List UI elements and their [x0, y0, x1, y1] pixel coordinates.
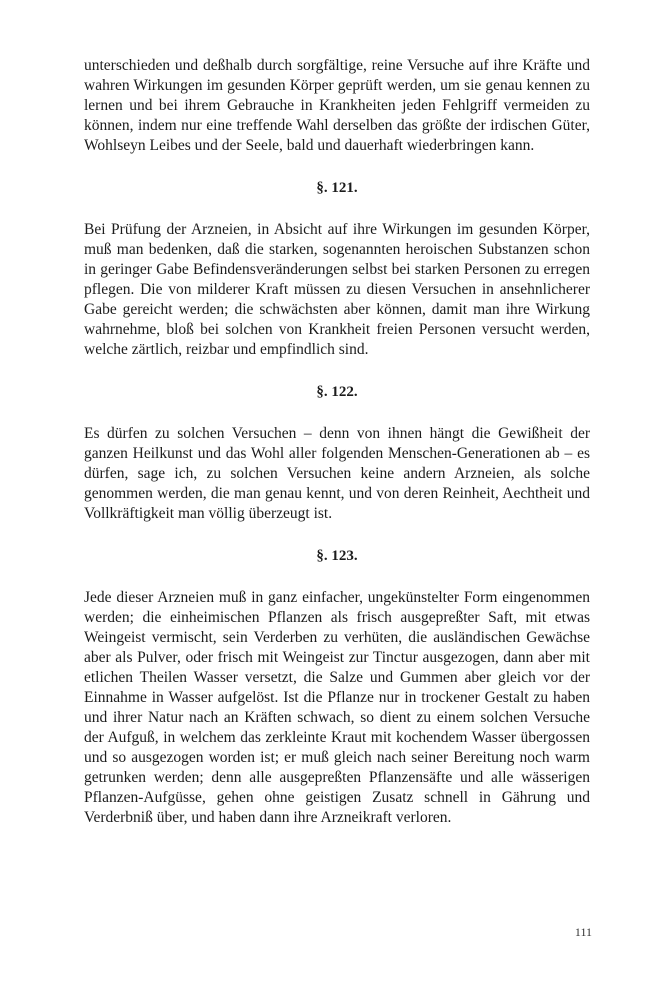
page-number: 111 [574, 925, 592, 939]
paragraph-122: Es dürfen zu solchen Versuchen – denn von ihnen hängt die Gewißheit der ganzen Heilkunst und das Wohl aller folgenden Menschen-Generationen ab – es dürfen, sage ich, zu solchen Versuchen keine andern Arzneien, als solche genommen werden, die man genau kennt, und von deren Reinheit, Aechtheit und Vollkräftigkeit man völlig überzeugt ist. [84, 425, 590, 522]
page-body [84, 56, 590, 828]
section-heading-121: §. 121. [316, 180, 358, 196]
paragraph-continuation: unterschieden und deßhalb durch sorgfältige, reine Versuche auf ihre Kräfte und wahren Wirkungen im gesunden Körper geprüft werden, um sie genau kennen zu lernen und bei ihrem Gebrauche in Krankheiten jeden Fehlgriff vermeiden zu können, indem nur eine treffende Wahl derselben das größte der irdischen Güter, Wohlseyn Leibes und der Seele, bald und dauerhaft wiederbringen kann. [84, 57, 590, 154]
paragraph-121: Bei Prüfung der Arzneien, in Absicht auf ihre Wirkungen im gesunden Körper, muß man bedenken, daß die starken, sogenannten heroischen Substanzen schon in geringer Gabe Befindensveränderungen selbst bei starken Personen zu erregen pflegen. Die von milderer Kraft müssen zu diesen Versuchen in ansehnlicherer Gabe gereicht werden; die schwächsten aber können, damit man ihre Wirkung wahrnehme, bloß bei solchen von Krankheit freien Personen versucht werden, welche zärtlich, reizbar und empfindlich sind. [84, 221, 590, 358]
section-heading-122: §. 122. [316, 384, 358, 400]
section-heading-123: §. 123. [316, 548, 358, 564]
paragraph-123: Jede dieser Arzneien muß in ganz einfacher, ungekünstelter Form eingenommen werden; die einheimischen Pflanzen als frisch ausgepreßter Saft, mit etwas Weingeist vermischt, sein Verderben zu verhüten, die ausländischen Gewächse aber als Pulver, oder frisch mit Weingeist zur Tinctur ausgezogen, dann aber mit etlichen Theilen Wasser versetzt, die Salze und Gummen aber gleich vor der Einnahme in Wasser aufgelöst. Ist die Pflanze nur in trockener Gestalt zu haben und ihrer Natur nach an Kräften schwach, so dient zu einem solchen Versuche der Aufguß, in welchem das zerkleinte Kraut mit kochendem Wasser übergossen und so ausgezogen worden ist; er muß gleich nach seiner Bereitung noch warm getrunken werden; denn alle ausgepreßten Pflanzensäfte und alle wässerigen Pflanzen-Aufgüsse, gehen ohne geistigen Zusatz schnell in Gährung und Verderbniß über, und haben dann ihre Arzneikraft verloren. [84, 589, 590, 826]
